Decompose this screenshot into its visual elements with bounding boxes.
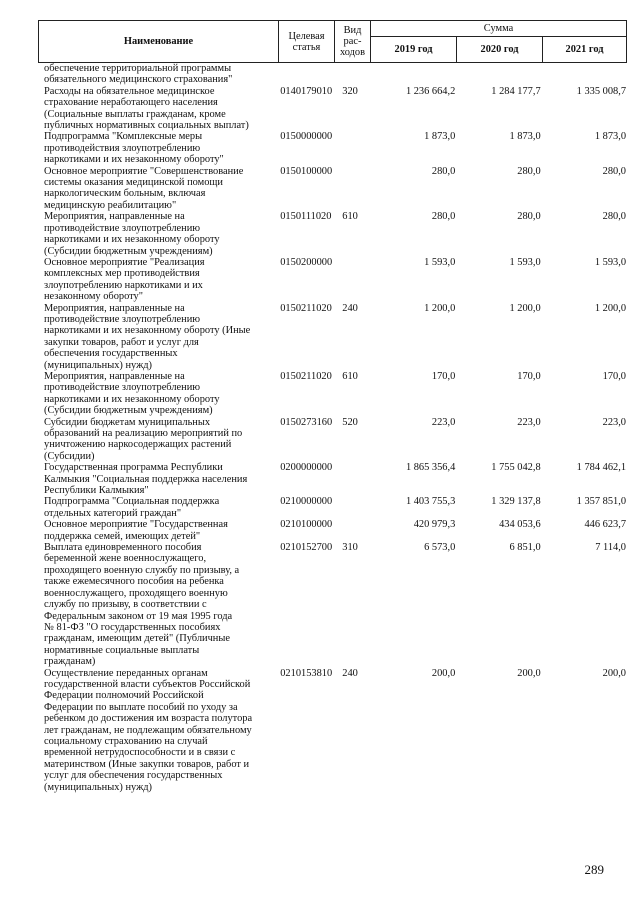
row-name: Основное мероприятие "Реализация комплексных мер противодействия злоупотреблению наркотиками и их незаконному обороту" xyxy=(44,256,205,303)
row-2020: 280,0 xyxy=(517,165,541,177)
row-code: 0140179010 xyxy=(280,85,333,97)
row-2021: 1 873,0 xyxy=(594,131,627,143)
row-2020: 1 284 177,7 xyxy=(491,85,541,97)
row-2019: 170,0 xyxy=(431,370,456,382)
row-code: 0150211020 xyxy=(280,370,332,382)
row-2019: 280,0 xyxy=(431,211,456,223)
column-header-code xyxy=(279,21,335,63)
row-name: Мероприятия, направленные на противодействие злоупотреблению наркотиками и их незаконному обороту (Иные закупки товаров, работ и услуг для обеспечения государственных (муниципальных) нужд) xyxy=(44,302,251,371)
row-2021: 223,0 xyxy=(602,416,627,428)
row-name: Выплата единовременного пособия беременной жене военнослужащего, проходящего военную службу по призыву, а также ежемесячного пособия на ребенка военнослужащего, проходящего военную службу по призыву, в соответствии с Федеральным законом от 19 мая 1995 года № 81-ФЗ "О государственных пособиях гражданам, имеющим детей" (Публичные нормативные социальные выплаты гражданам) xyxy=(44,542,240,668)
column-header-sum: Сумма xyxy=(371,21,627,37)
row-name: Осуществление переданных органам государственной власти субъектов Российской Федерации полномочий Российской Федерации по выплате пособий по уходу за ребенком до достижения им возраста полутора лет гражданам, не подлежащим обязательному социальному страхованию на случай временной нетрудоспособности и в связи с материнством (Иные закупки товаров, работ и услуг для обеспечения государственных (муниципальных) нужд) xyxy=(44,667,253,793)
row-kind: 610 xyxy=(342,370,358,382)
table-row xyxy=(44,542,626,667)
table-row xyxy=(44,417,626,463)
row-2020: 434 053,6 xyxy=(499,519,541,531)
row-2021: 1 357 851,0 xyxy=(576,496,627,508)
row-kind: 320 xyxy=(342,85,358,97)
row-2019: 1 403 755,3 xyxy=(405,496,456,508)
row-name: Государственная программа Республики Калмыкия "Социальная поддержка населения Республики Калмыкия" xyxy=(44,462,248,497)
row-code: 0210000000 xyxy=(280,496,333,508)
table-row xyxy=(44,519,626,542)
row-2020: 1 200,0 xyxy=(509,302,541,314)
row-2020: 280,0 xyxy=(517,211,541,223)
table-row xyxy=(44,668,626,793)
row-2019: 420 979,3 xyxy=(413,519,456,531)
table-row xyxy=(44,86,626,132)
row-2020: 1 755 042,8 xyxy=(491,462,541,474)
column-header-kind-line3: ходов xyxy=(339,47,366,58)
row-name: Мероприятия, направленные на противодействие злоупотреблению наркотиками и их незаконному обороту (Субсидии бюджетным учреждениям) xyxy=(44,370,220,417)
row-code: 0150100000 xyxy=(280,165,333,177)
column-header-name: Наименование xyxy=(39,21,279,63)
row-kind: 240 xyxy=(342,302,358,314)
row-name: Расходы на обязательное медицинское страхование неработающего населения (Социальные выплаты гражданам, кроме публичных нормативных социальных выплат) xyxy=(44,85,249,132)
row-name: Подпрограмма "Комплексные меры противодействия злоупотреблению наркотиками и их незаконному обороту" xyxy=(44,131,224,166)
row-2021: 1 784 462,1 xyxy=(576,462,627,474)
row-kind: 240 xyxy=(342,667,358,679)
column-header-2019: 2019 год xyxy=(371,37,457,63)
table-row xyxy=(44,257,626,303)
table-body xyxy=(44,63,626,793)
column-header-code-line1: Целевая xyxy=(288,30,325,42)
column-header-code-line2: статья xyxy=(292,41,321,53)
table-row xyxy=(44,496,626,519)
row-2021: 1 200,0 xyxy=(594,302,627,314)
row-code: 0210153810 xyxy=(280,667,333,679)
row-2021: 200,0 xyxy=(602,667,627,679)
row-2021: 1 593,0 xyxy=(594,256,627,268)
row-code: 0150211020 xyxy=(280,302,332,314)
row-2019: 200,0 xyxy=(431,667,456,679)
table-row xyxy=(44,462,626,496)
table-row xyxy=(44,166,626,212)
row-name: обеспечение территориальной программы обязательного медицинского страхования" xyxy=(44,63,233,86)
row-2021: 280,0 xyxy=(602,165,627,177)
row-2021: 170,0 xyxy=(602,370,627,382)
row-2021: 446 623,7 xyxy=(584,519,627,531)
row-2020: 6 851,0 xyxy=(509,542,541,554)
row-2019: 1 593,0 xyxy=(424,256,456,268)
row-2020: 1 873,0 xyxy=(509,131,541,143)
row-code: 0210100000 xyxy=(280,519,333,531)
row-2020: 1 593,0 xyxy=(509,256,541,268)
row-kind: 610 xyxy=(342,211,358,223)
row-name: Основное мероприятие "Совершенствование системы оказания медицинской помощи наркологическим больным, включая медицинскую реабилитацию" xyxy=(44,165,244,211)
row-kind: 520 xyxy=(342,416,358,428)
row-2021: 280,0 xyxy=(602,211,627,223)
row-name: Мероприятия, направленные на противодействие злоупотреблению наркотиками и их незаконному обороту (Субсидии бюджетным учреждениям) xyxy=(44,211,220,257)
row-name: Субсидии бюджетам муниципальных образований на реализацию мероприятий по уничтожению наркосодержащих растений (Субсидии) xyxy=(44,416,243,462)
column-header-2020: 2020 год xyxy=(457,37,543,63)
row-2019: 1 200,0 xyxy=(424,302,456,314)
row-code: 0150000000 xyxy=(280,131,333,143)
row-2020: 170,0 xyxy=(517,370,541,382)
row-code: 0150111020 xyxy=(280,211,332,223)
row-name: Подпрограмма "Социальная поддержка отдельных категорий граждан" xyxy=(44,496,220,519)
row-2020: 223,0 xyxy=(517,416,541,428)
column-header-kind-line2: рас- xyxy=(343,36,362,47)
row-code: 0150200000 xyxy=(280,256,333,268)
row-2019: 223,0 xyxy=(431,416,456,428)
table-row xyxy=(44,63,626,86)
table-row xyxy=(44,303,626,371)
column-header-2021: 2021 год xyxy=(543,37,627,63)
page-number: 289 xyxy=(584,862,604,877)
row-kind: 310 xyxy=(342,542,358,554)
row-2019: 1 236 664,2 xyxy=(405,85,456,97)
row-code: 0150273160 xyxy=(280,416,333,428)
table-header xyxy=(38,20,627,63)
row-name: Основное мероприятие "Государственная поддержка семей, имеющих детей" xyxy=(44,519,228,542)
row-2020: 200,0 xyxy=(517,667,541,679)
row-2020: 1 329 137,8 xyxy=(491,496,541,508)
column-header-kind-line1: Вид xyxy=(343,25,362,36)
row-2019: 1 873,0 xyxy=(424,131,456,143)
row-code: 0210152700 xyxy=(280,542,333,554)
row-2019: 280,0 xyxy=(431,165,456,177)
table-row xyxy=(44,131,626,165)
table-row xyxy=(44,211,626,257)
column-header-kind xyxy=(335,21,371,63)
row-code: 0200000000 xyxy=(280,462,333,474)
table-row xyxy=(44,371,626,417)
row-2021: 7 114,0 xyxy=(595,542,627,554)
row-2019: 6 573,0 xyxy=(424,542,456,554)
row-2019: 1 865 356,4 xyxy=(405,462,456,474)
row-2021: 1 335 008,7 xyxy=(576,85,627,97)
